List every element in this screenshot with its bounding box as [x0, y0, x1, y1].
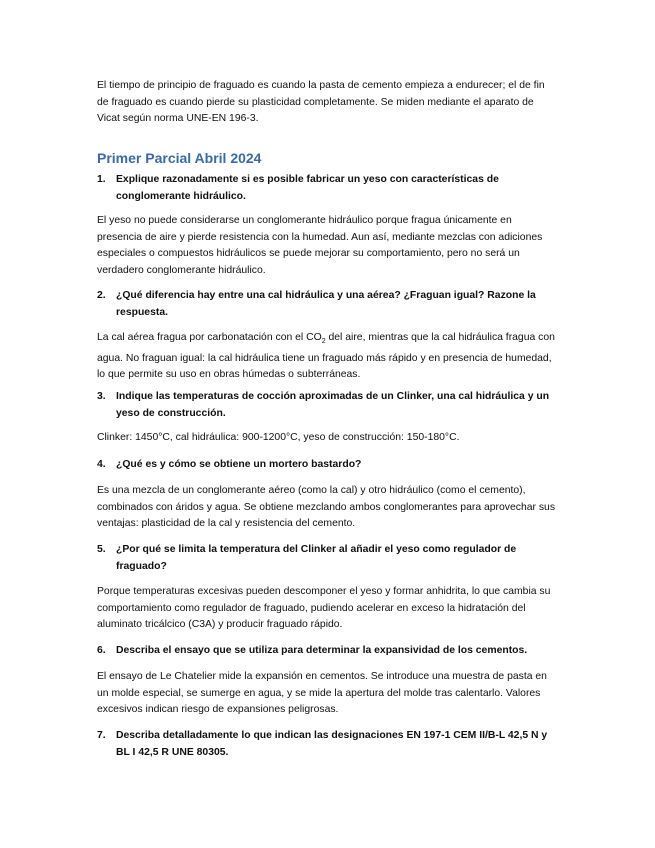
question-text: Indique las temperaturas de cocción aproximadas de un Clinker, una cal hidráulica y un yeso de construcción.: [116, 391, 550, 419]
intro-paragraph: El tiempo de principio de fraguado es cuando la pasta de cemento empieza a endurecer; el de fin de fraguado es cuando pierde su plasticidad completamente. Se miden mediante el aparato de Vicat según norma UNE-EN 196-3.: [97, 80, 545, 124]
section-heading: Primer Parcial Abril 2024: [97, 150, 262, 166]
answer-5: Porque temperaturas excesivas pueden descomponer el yeso y formar anhidrita, lo que cambia su comportamiento como regulador de fraguado, pudiendo acelerar en exceso la hidratación del aluminato tricálcico (C3A) y producir fraguado rápido.: [97, 586, 551, 630]
question-text: Explique razonadamente si es posible fabricar un yeso con características de conglomerante hidráulico.: [116, 174, 499, 202]
answer-3: Clinker: 1450°C, cal hidráulica: 900-1200°C, yeso de construcción: 150-180°C.: [97, 432, 460, 443]
question-number: 6.: [97, 645, 106, 656]
question-text: ¿Qué diferencia hay entre una cal hidráulica y una aérea? ¿Fraguan igual? Razone la respuesta.: [116, 290, 536, 318]
question-text: Describa el ensayo que se utiliza para determinar la expansividad de los cementos.: [116, 645, 528, 656]
question-number: 5.: [97, 544, 106, 555]
answer-1: El yeso no puede considerarse un conglomerante hidráulico porque fragua únicamente en presencia de aire y pierde resistencia con la humedad. Aun así, mediante mezclas con adiciones especiales o compuestos hidráulicos se puede mejorar su comportamiento, pero no será un verdadero conglomerante hidráulico.: [97, 215, 543, 276]
question-number: 4.: [97, 459, 106, 470]
question-text: Describa detalladamente lo que indican las designaciones EN 197-1 CEM II/B-L 42,5 N y BL I 42,5 R UNE 80305.: [116, 730, 548, 758]
question-5: [97, 542, 559, 575]
question-number: 7.: [97, 730, 106, 741]
question-2: [97, 288, 559, 321]
subscript: 2: [321, 338, 326, 346]
answer-text: La cal aérea fragua por carbonatación con el CO: [97, 332, 322, 343]
question-1: [97, 172, 559, 205]
question-text: ¿Por qué se limita la temperatura del Clinker al añadir el yeso como regulador de fraguado?: [116, 544, 517, 572]
question-text: ¿Qué es y cómo se obtiene un mortero bastardo?: [116, 459, 362, 470]
question-4: [97, 457, 559, 474]
question-number: 2.: [97, 290, 106, 301]
question-6: [97, 643, 559, 660]
question-7: [97, 728, 559, 761]
question-number: 1.: [97, 174, 106, 185]
answer-6: El ensayo de Le Chatelier mide la expansión en cementos. Se introduce una muestra de pasta en un molde especial, se sumerge en agua, y se mide la apertura del molde tras calentarlo. Valores excesivos indican riesgo de expansiones peligrosas.: [97, 671, 547, 715]
answer-text: del aire, mientras que la cal hidráulica fragua con agua. No fraguan igual: la cal hidráulica tiene un fraguado más rápido y en presencia de humedad, lo que permite su uso en obras húmedas o subterráneas.: [97, 332, 555, 381]
answer-4: Es una mezcla de un conglomerante aéreo (como la cal) y otro hidráulico (como el cemento), combinados con áridos y agua. Se obtiene mezclando ambos conglomerantes para aprovechar sus ventajas: plasticidad de la cal y resistencia del cemento.: [97, 485, 556, 529]
question-3: [97, 389, 559, 422]
answer-2: [97, 330, 557, 384]
question-number: 3.: [97, 391, 106, 402]
